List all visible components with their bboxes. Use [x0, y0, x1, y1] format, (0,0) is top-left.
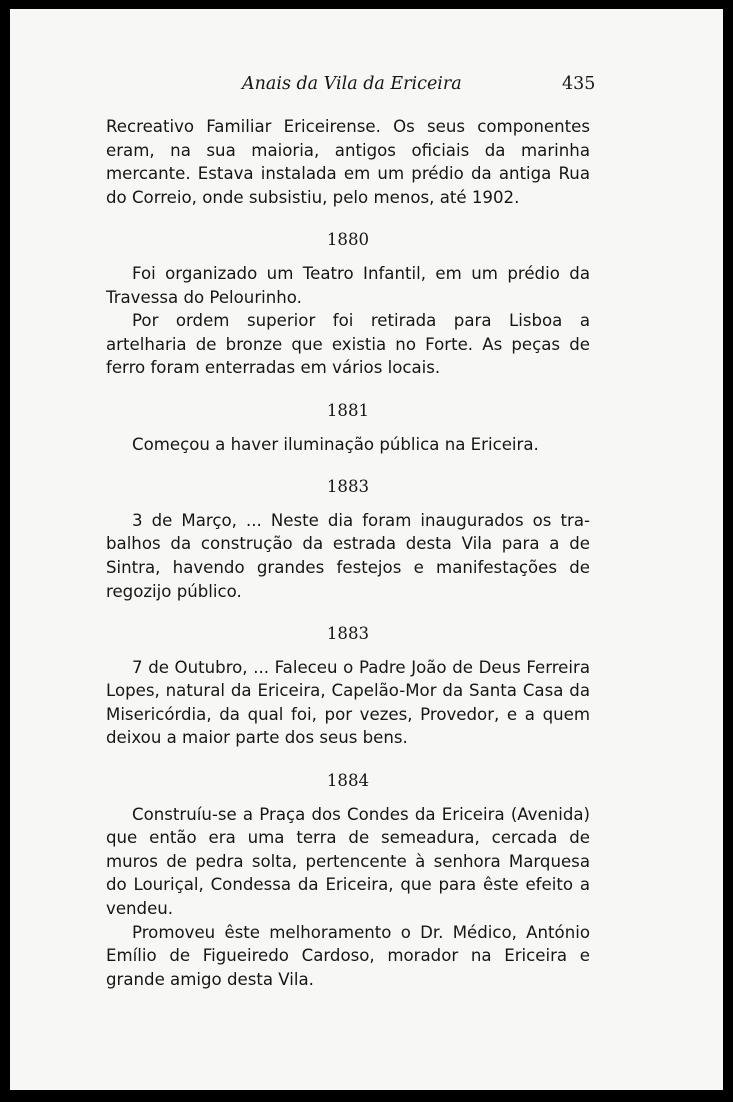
year-heading: 1880 [326, 230, 370, 250]
page-body [106, 115, 590, 991]
page-header [10, 72, 723, 100]
year-heading: 1884 [326, 771, 370, 791]
running-title: Anais da Vila da Ericeira [242, 74, 462, 94]
year-heading: 1883 [326, 624, 370, 644]
page-number: 435 [562, 74, 596, 94]
book-page [10, 9, 723, 1090]
year-heading: 1883 [326, 477, 370, 497]
paragraph: 7 de Outubro, ... Faleceu o Padre João de Deus Ferreira Lopes, natural da Ericeira, Capelão-Mor da Santa Casa da Misericórdia, da qual foi, por vezes, Provedor, e a quem deixou a maior parte dos seus bens. [106, 657, 590, 748]
paragraph: Construíu-se a Praça dos Condes da Ericeira (Avenida) que então era uma terra de semeadura, cercada de muros de pedra solta, pertencente à senhora Marquesa do Louriçal, Condessa da Ericeira, que para êste efeito a vendeu. [106, 804, 590, 919]
paragraph: Começou a haver iluminação pública na Ericeira. [132, 434, 539, 454]
year-heading: 1881 [326, 400, 370, 420]
paragraph: Foi organizado um Teatro Infantil, em um prédio da Travessa do Pelourinho. [106, 263, 590, 307]
paragraph: Promoveu êste melhoramento o Dr. Médico, António Emílio de Figueiredo Cardoso, morador na Ericeira e grande amigo desta Vila. [106, 922, 590, 989]
paragraph: Por ordem superior foi retirada para Lisboa a artelharia de bronze que existia no Forte. As peças de ferro foram enterradas em vários locais. [106, 311, 590, 378]
paragraph: Recreativo Familiar Ericeirense. Os seus componentes eram, na sua maioria, antigos oficiais da marinha mercante. Estava instalada em um prédio da antiga Rua do Correio, onde subsistiu, pelo menos, até 1902. [106, 117, 590, 207]
paragraph: 3 de Março, ... Neste dia foram inaugurados os trabalhos da construção da estrada desta Vila para a de Sintra, havendo grandes festejos e manifestações de regozijo público. [106, 510, 590, 601]
